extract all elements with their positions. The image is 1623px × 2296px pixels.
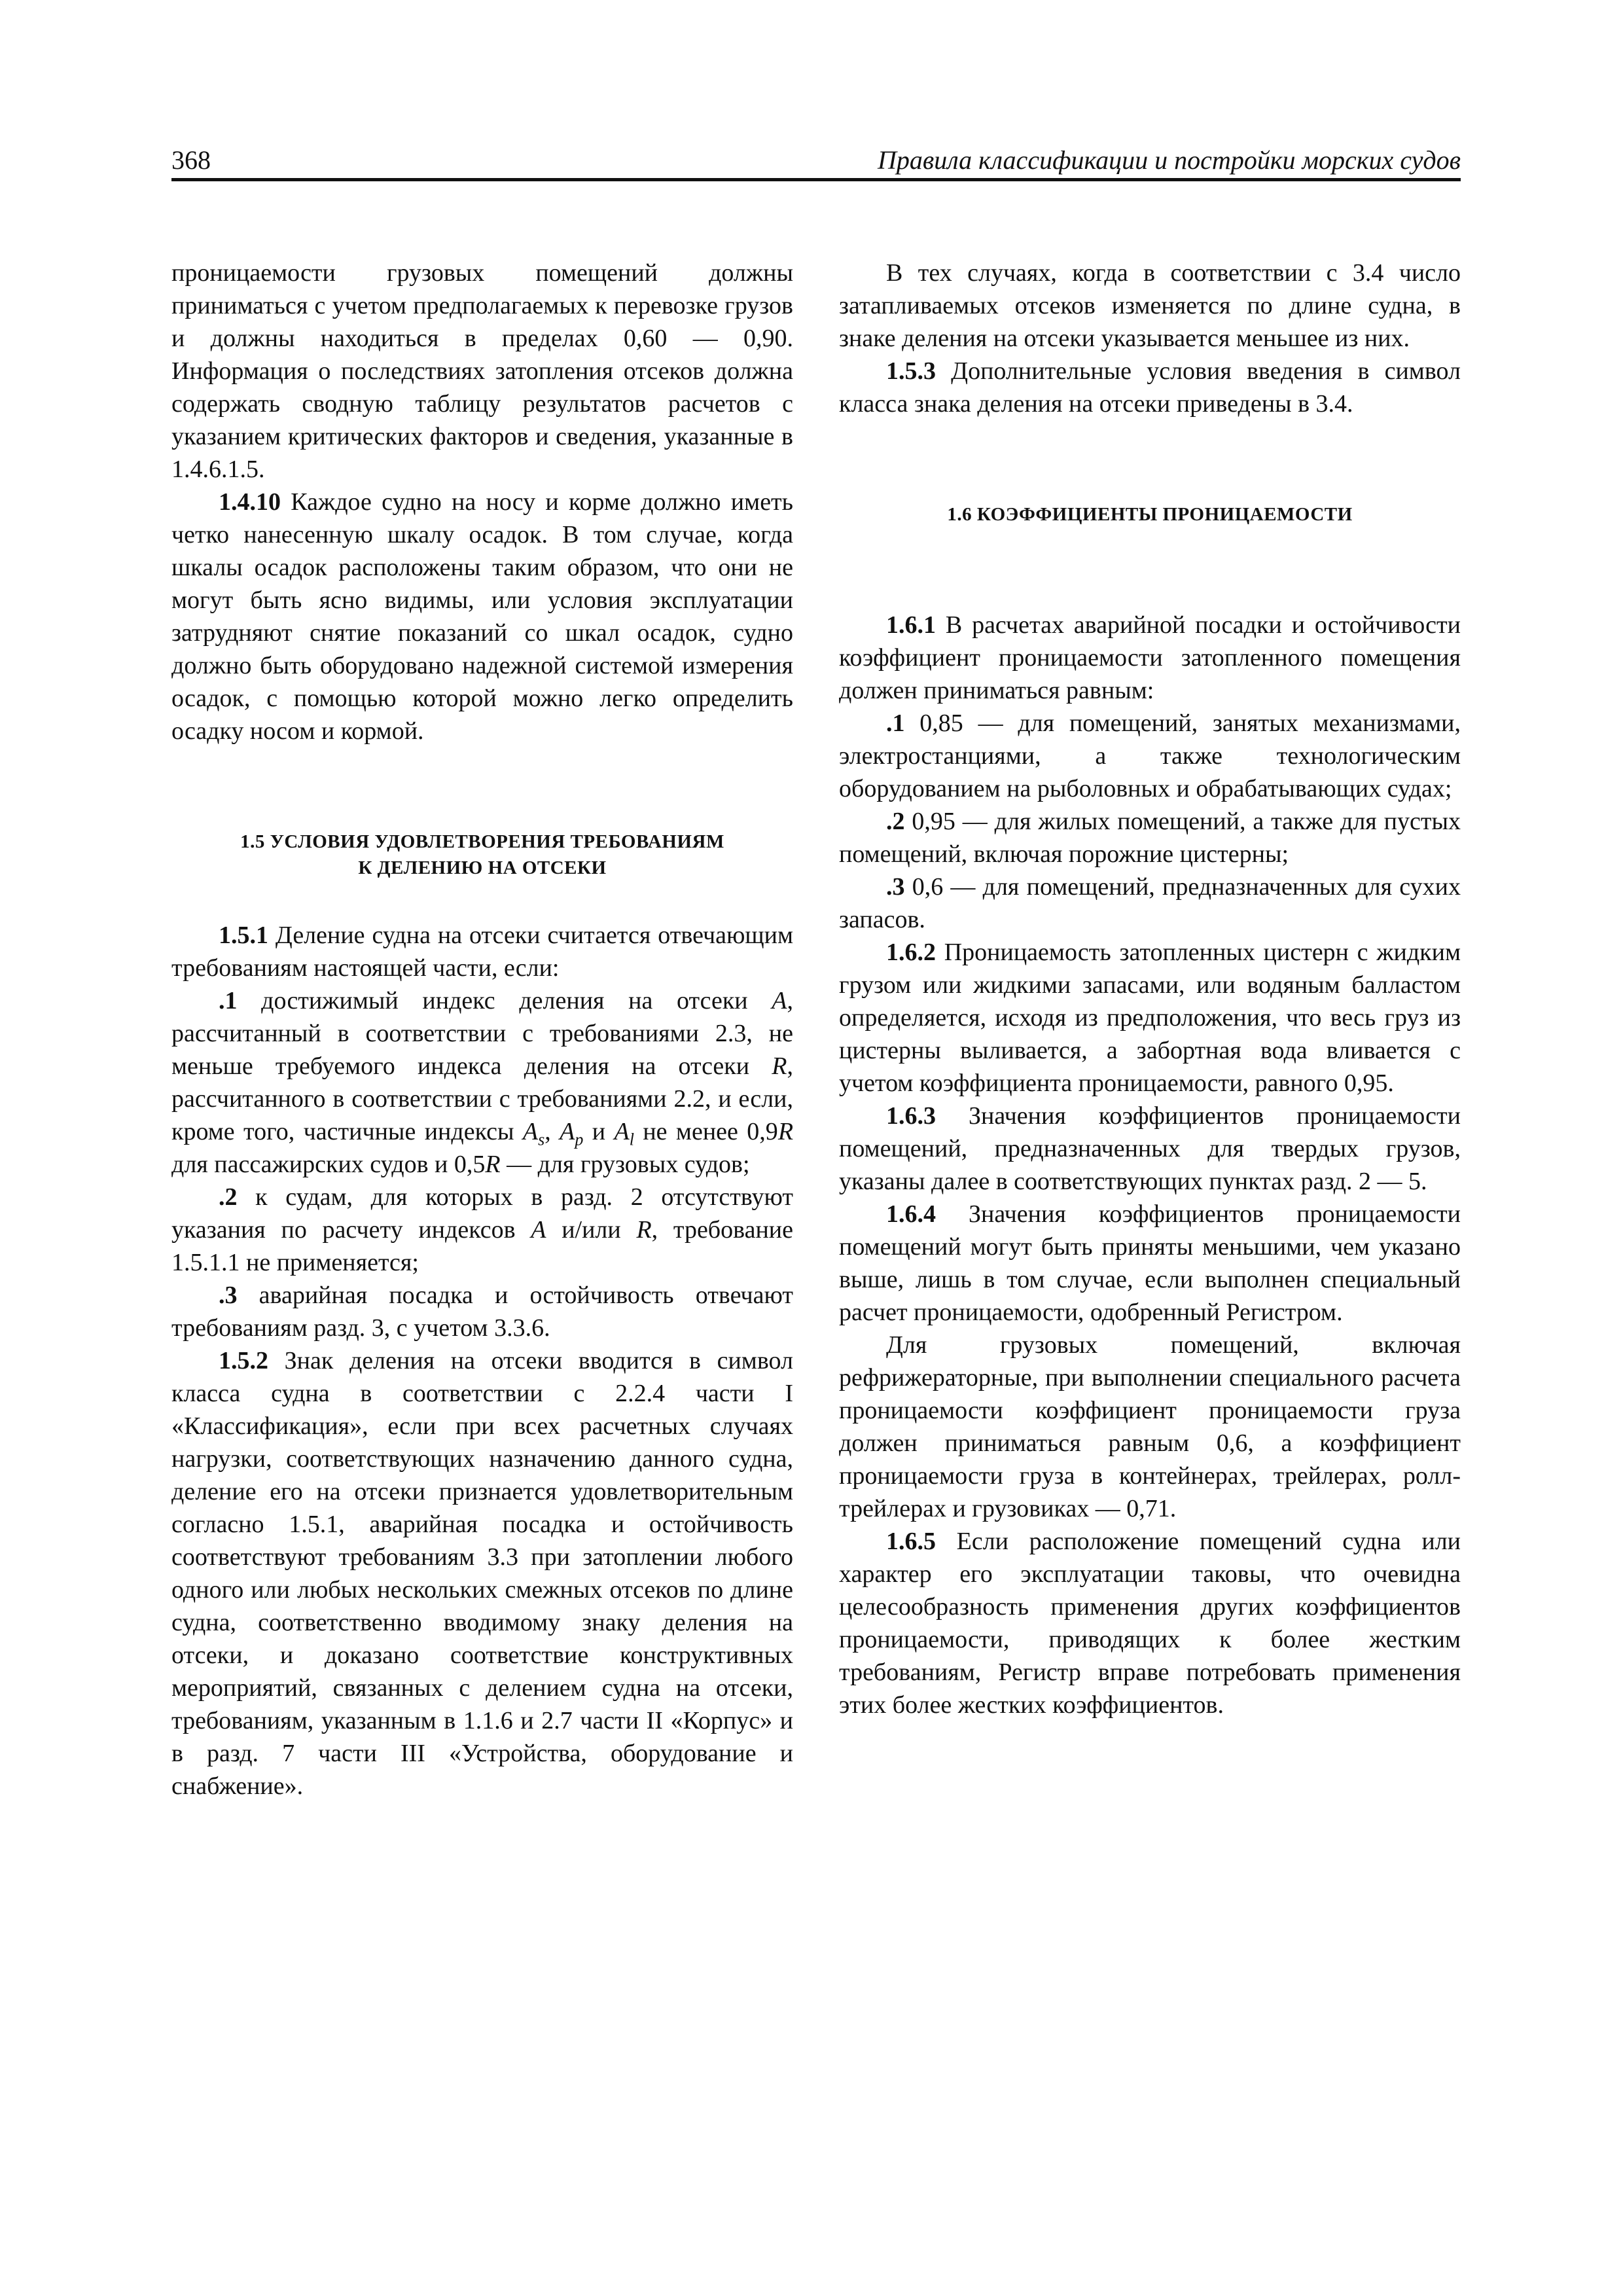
- subscript-p: p: [575, 1130, 584, 1149]
- clause-number: 1.5.2: [219, 1347, 268, 1374]
- item-text: , рассчитанный в соответствии с требованиями 2.3, не меньше требуемого индекса деления на отсеки: [171, 987, 793, 1080]
- symbol-A-l: A: [614, 1118, 630, 1145]
- section-heading-line-2: К ДЕЛЕНИЮ НА ОТСЕКИ: [358, 857, 607, 878]
- paragraph: проницаемости грузовых помещений должны приниматься с учетом предполагаемых к перевозке грузов и должны находиться в пределах 0,60 — 0,90. Информация о последствиях затопления отсеков должна содержать сводную таблицу результатов расчетов с указанием критических факторов и сведения, указанные в 1.4.6.1.5.: [171, 259, 793, 483]
- clause-text: Проницаемость затопленных цистерн с жидким грузом или жидкими запасами, или водяным балластом определяется, исходя из предположения, что весь груз из цистерны выливается, а забортная вода вливается с учетом коэффициента проницаемости, равного 0,95.: [839, 939, 1461, 1097]
- clause-text: Знак деления на отсеки вводится в символ класса судна в соответствии с 2.2.4 части I «Классификация», если при всех расчетных случаях нагрузки, соответствующих назначению данного судна, деление его на отсеки признается удовлетворительным согласно 1.5.1, аварийная посадка и остойчивость соответствуют требованиям 3.3 при затоплении любого одного или любых нескольких смежных отсеков по длине судна, соответственно вводимому знаку деления на отсеки, и доказано соответствие конструктивных мероприятий, связанных с делением судна на отсеки, требованиям, указанным в 1.1.6 и 2.7 части II «Корпус» и в разд. 7 части III «Устройства, оборудование и снабжение».: [171, 1347, 793, 1800]
- item-text: , рассчитанного в соответствии с требованиями 2.2, и если, кроме того, частичные индексы: [171, 1052, 793, 1145]
- list-item-2: [171, 1181, 793, 1279]
- clause-text: Каждое судно на носу и корме должно иметь четко нанесенную шкалу осадок. В том случае, когда шкалы осадок расположены таким образом, что они не могут быть ясно видимы, или условия эксплуатации затрудняют снятие показаний со шкал осадок, судно должно быть оборудовано надежной системой измерения осадок, с помощью которой можно легко определить осадку носом и кормой.: [171, 488, 793, 745]
- item-text: к судам, для которых в разд. 2 отсутствуют указания по расчету индексов: [171, 1183, 793, 1244]
- clause-number: 1.6.3: [886, 1102, 936, 1130]
- clause-number: 1.6.2: [886, 939, 936, 966]
- item-number: .1: [219, 987, 238, 1014]
- item-number: .3: [886, 873, 905, 901]
- clause-text: Дополнительные условия введения в символ класса знака деления на отсеки приведены в 3.4.: [839, 357, 1461, 418]
- item-text: 0,85 — для помещений, занятых механизмами, электростанциями, а также технологическим оборудованием на рыболовных и обрабатывающих судах;: [839, 709, 1461, 802]
- paragraph-1-5-2: [171, 1344, 793, 1803]
- clause-number: 1.5.3: [886, 357, 936, 385]
- left-column: [171, 257, 793, 1803]
- item-text: 0,95 — для жилых помещений, а также для пустых помещений, включая порожние цистерны;: [839, 808, 1461, 868]
- running-header: [171, 144, 1461, 181]
- symbol-A: A: [772, 987, 787, 1014]
- paragraph-1-6-2: [839, 936, 1461, 1100]
- symbol-R: R: [636, 1216, 652, 1244]
- clause-number: 1.6.5: [886, 1528, 936, 1555]
- item-number: .2: [219, 1183, 238, 1211]
- paragraph-1-6-5: [839, 1525, 1461, 1721]
- page-number: 368: [171, 145, 211, 175]
- item-text: , требование 1.5.1.1 не применяется;: [171, 1216, 793, 1276]
- symbol-R: R: [772, 1052, 787, 1080]
- subscript-s: s: [538, 1130, 545, 1149]
- paragraph-1-5-1: [171, 919, 793, 984]
- symbol-A: A: [531, 1216, 546, 1244]
- clause-text: В расчетах аварийной посадки и остойчивости коэффициент проницаемости затопленного помещения должен приниматься равным:: [839, 611, 1461, 704]
- item-text: достижимый индекс деления на отсеки: [237, 987, 772, 1014]
- section-heading-line-1: 1.5 УСЛОВИЯ УДОВЛЕТВОРЕНИЯ ТРЕБОВАНИЯМ: [240, 831, 724, 852]
- symbol-A-p: A: [560, 1118, 575, 1145]
- symbol-R: R: [777, 1118, 794, 1145]
- item-text: аварийная посадка и остойчивость отвечают требованиям разд. 3, с учетом 3.3.6.: [171, 1282, 793, 1342]
- item-text: 0,6 — для помещений, предназначенных для сухих запасов.: [839, 873, 1461, 933]
- item-number: .3: [219, 1282, 238, 1309]
- clause-number: 1.6.4: [886, 1200, 936, 1228]
- item-text: — для грузовых судов;: [500, 1151, 750, 1178]
- section-heading-1-6: 1.6 КОЭФФИЦИЕНТЫ ПРОНИЦАЕМОСТИ: [947, 504, 1353, 525]
- item-text: ,: [544, 1118, 560, 1145]
- symbol-R: R: [485, 1151, 501, 1178]
- paragraph-1-6-4: [839, 1198, 1461, 1329]
- item-text: и/или: [546, 1216, 637, 1244]
- paragraph-1-6-3: [839, 1100, 1461, 1198]
- paragraph-1-5-3: [839, 355, 1461, 420]
- paragraph-1-4-10: [171, 486, 793, 747]
- symbol-A-s: A: [522, 1118, 539, 1145]
- item-number: .1: [886, 709, 905, 737]
- clause-text: Значения коэффициентов проницаемости помещений, предназначенных для твердых грузов, указаны далее в соответствующих пунктах разд. 2 — 5.: [839, 1102, 1461, 1195]
- item-text: и: [583, 1118, 615, 1145]
- clause-text: Значения коэффициентов проницаемости помещений могут быть приняты меньшими, чем указано выше, лишь в том случае, если выполнен специальный расчет проницаемости, одобренный Регистром.: [839, 1200, 1461, 1326]
- clause-text: Если расположение помещений судна или характер его эксплуатации таковы, что очевидна целесообразность применения других коэффициентов проницаемости, приводящих к более жестким требованиям, Регистр вправе потребовать применения этих более жестких коэффициентов.: [839, 1528, 1461, 1719]
- running-title: Правила классификации и постройки морских судов: [877, 145, 1461, 175]
- list-item-3: [839, 870, 1461, 936]
- subscript-l: l: [629, 1130, 634, 1149]
- clause-text: Деление судна на отсеки считается отвечающим требованиям настоящей части, если:: [171, 922, 793, 982]
- clause-number: 1.6.1: [886, 611, 936, 639]
- paragraph: Для грузовых помещений, включая рефрижераторные, при выполнении специального расчета проницаемости коэффициент проницаемости груза должен приниматься равным 0,6, а коэффициент проницаемости груза в контейнерах, трейлерах, ролл-трейлерах и грузовиках — 0,71.: [839, 1331, 1461, 1522]
- list-item-3: [171, 1279, 793, 1344]
- clause-number: 1.4.10: [219, 488, 281, 516]
- item-number: .2: [886, 808, 905, 835]
- right-column: [839, 257, 1461, 1721]
- clause-number: 1.5.1: [219, 922, 268, 949]
- item-text: для пассажирских судов и 0,5: [171, 1151, 486, 1178]
- list-item-2: [839, 805, 1461, 870]
- list-item-1: [839, 707, 1461, 805]
- section-heading-1-5: [171, 829, 793, 881]
- item-text: не менее 0,9: [633, 1118, 778, 1145]
- list-item-1: [171, 984, 793, 1181]
- paragraph: В тех случаях, когда в соответствии с 3.4 число затапливаемых отсеков изменяется по длине судна, в знаке деления на отсеки указывается меньшее из них.: [839, 259, 1461, 352]
- paragraph-1-6-1: [839, 609, 1461, 707]
